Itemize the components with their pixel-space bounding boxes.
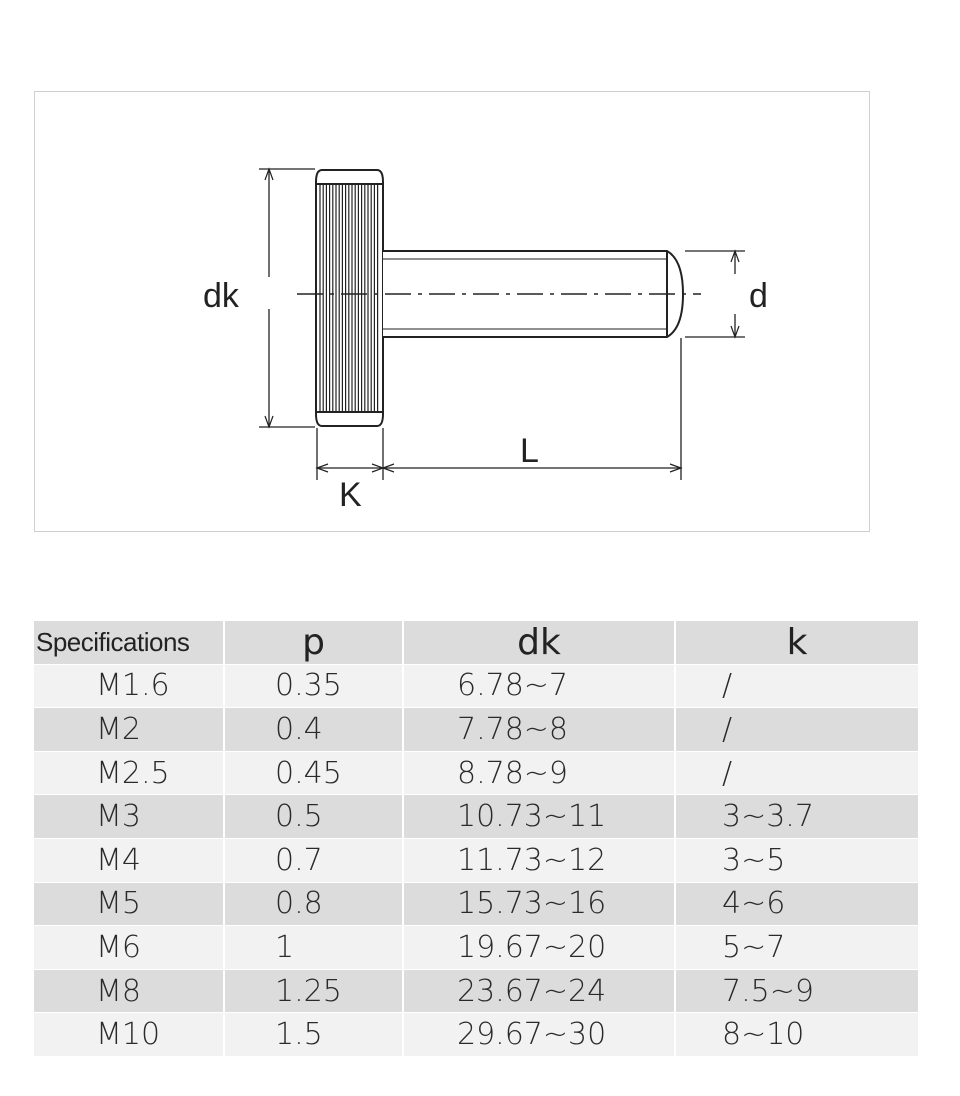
header-dk: dk (404, 621, 676, 665)
cell-k: / (676, 708, 918, 752)
cell-dk: 8.78~9 (404, 752, 676, 796)
cell-dk: 15.73~16 (404, 883, 676, 927)
cell-dk: 10.73~11 (404, 795, 676, 839)
cell-p: 0.7 (225, 839, 404, 883)
cell-k: 3~5 (676, 839, 918, 883)
knurled-head (316, 170, 383, 426)
cell-dk: 29.67~30 (404, 1013, 676, 1057)
cell-specification: M8 (34, 970, 225, 1014)
table-row (34, 970, 918, 1014)
cell-k: 5~7 (676, 926, 918, 970)
cell-specification: M2.5 (34, 752, 225, 796)
cell-specification: M10 (34, 1013, 225, 1057)
cell-specification: M6 (34, 926, 225, 970)
cell-k: / (676, 752, 918, 796)
cell-p: 0.5 (225, 795, 404, 839)
screw-drawing (259, 169, 745, 480)
cell-dk: 11.73~12 (404, 839, 676, 883)
header-p: p (225, 621, 404, 665)
thumb-screw-diagram (35, 92, 871, 533)
cell-specification: M3 (34, 795, 225, 839)
dk-dimension (259, 169, 315, 427)
cell-dk: 7.78~8 (404, 708, 676, 752)
specifications-table (34, 621, 918, 1057)
table-row (34, 926, 918, 970)
table-row (34, 795, 918, 839)
cell-p: 0.4 (225, 708, 404, 752)
cell-k: 4~6 (676, 883, 918, 927)
table-body (34, 665, 918, 1057)
cell-dk: 6.78~7 (404, 665, 676, 709)
cell-k: 7.5~9 (676, 970, 918, 1014)
screw-diagram-frame (34, 91, 870, 532)
cell-specification: M4 (34, 839, 225, 883)
cell-specification: M1.6 (34, 665, 225, 709)
table-row (34, 839, 918, 883)
header-k: k (676, 621, 918, 665)
cell-p: 1.5 (225, 1013, 404, 1057)
cell-k: 8~10 (676, 1013, 918, 1057)
cell-p: 0.45 (225, 752, 404, 796)
cell-p: 0.35 (225, 665, 404, 709)
table-row (34, 883, 918, 927)
cell-dk: 19.67~20 (404, 926, 676, 970)
d-label: d (749, 277, 768, 315)
table-row (34, 1013, 918, 1057)
table-header-row (34, 621, 918, 665)
l-label: L (520, 432, 539, 470)
cell-p: 0.8 (225, 883, 404, 927)
cell-k: / (676, 665, 918, 709)
table-row (34, 752, 918, 796)
cell-dk: 23.67~24 (404, 970, 676, 1014)
cell-specification: M2 (34, 708, 225, 752)
cell-specification: M5 (34, 883, 225, 927)
cell-k: 3~3.7 (676, 795, 918, 839)
table-row (34, 665, 918, 709)
table-row (34, 708, 918, 752)
cell-p: 1.25 (225, 970, 404, 1014)
header-specifications: Specifications (34, 621, 225, 665)
dk-label: dk (203, 277, 239, 315)
k-label: K (339, 476, 362, 514)
cell-p: 1 (225, 926, 404, 970)
